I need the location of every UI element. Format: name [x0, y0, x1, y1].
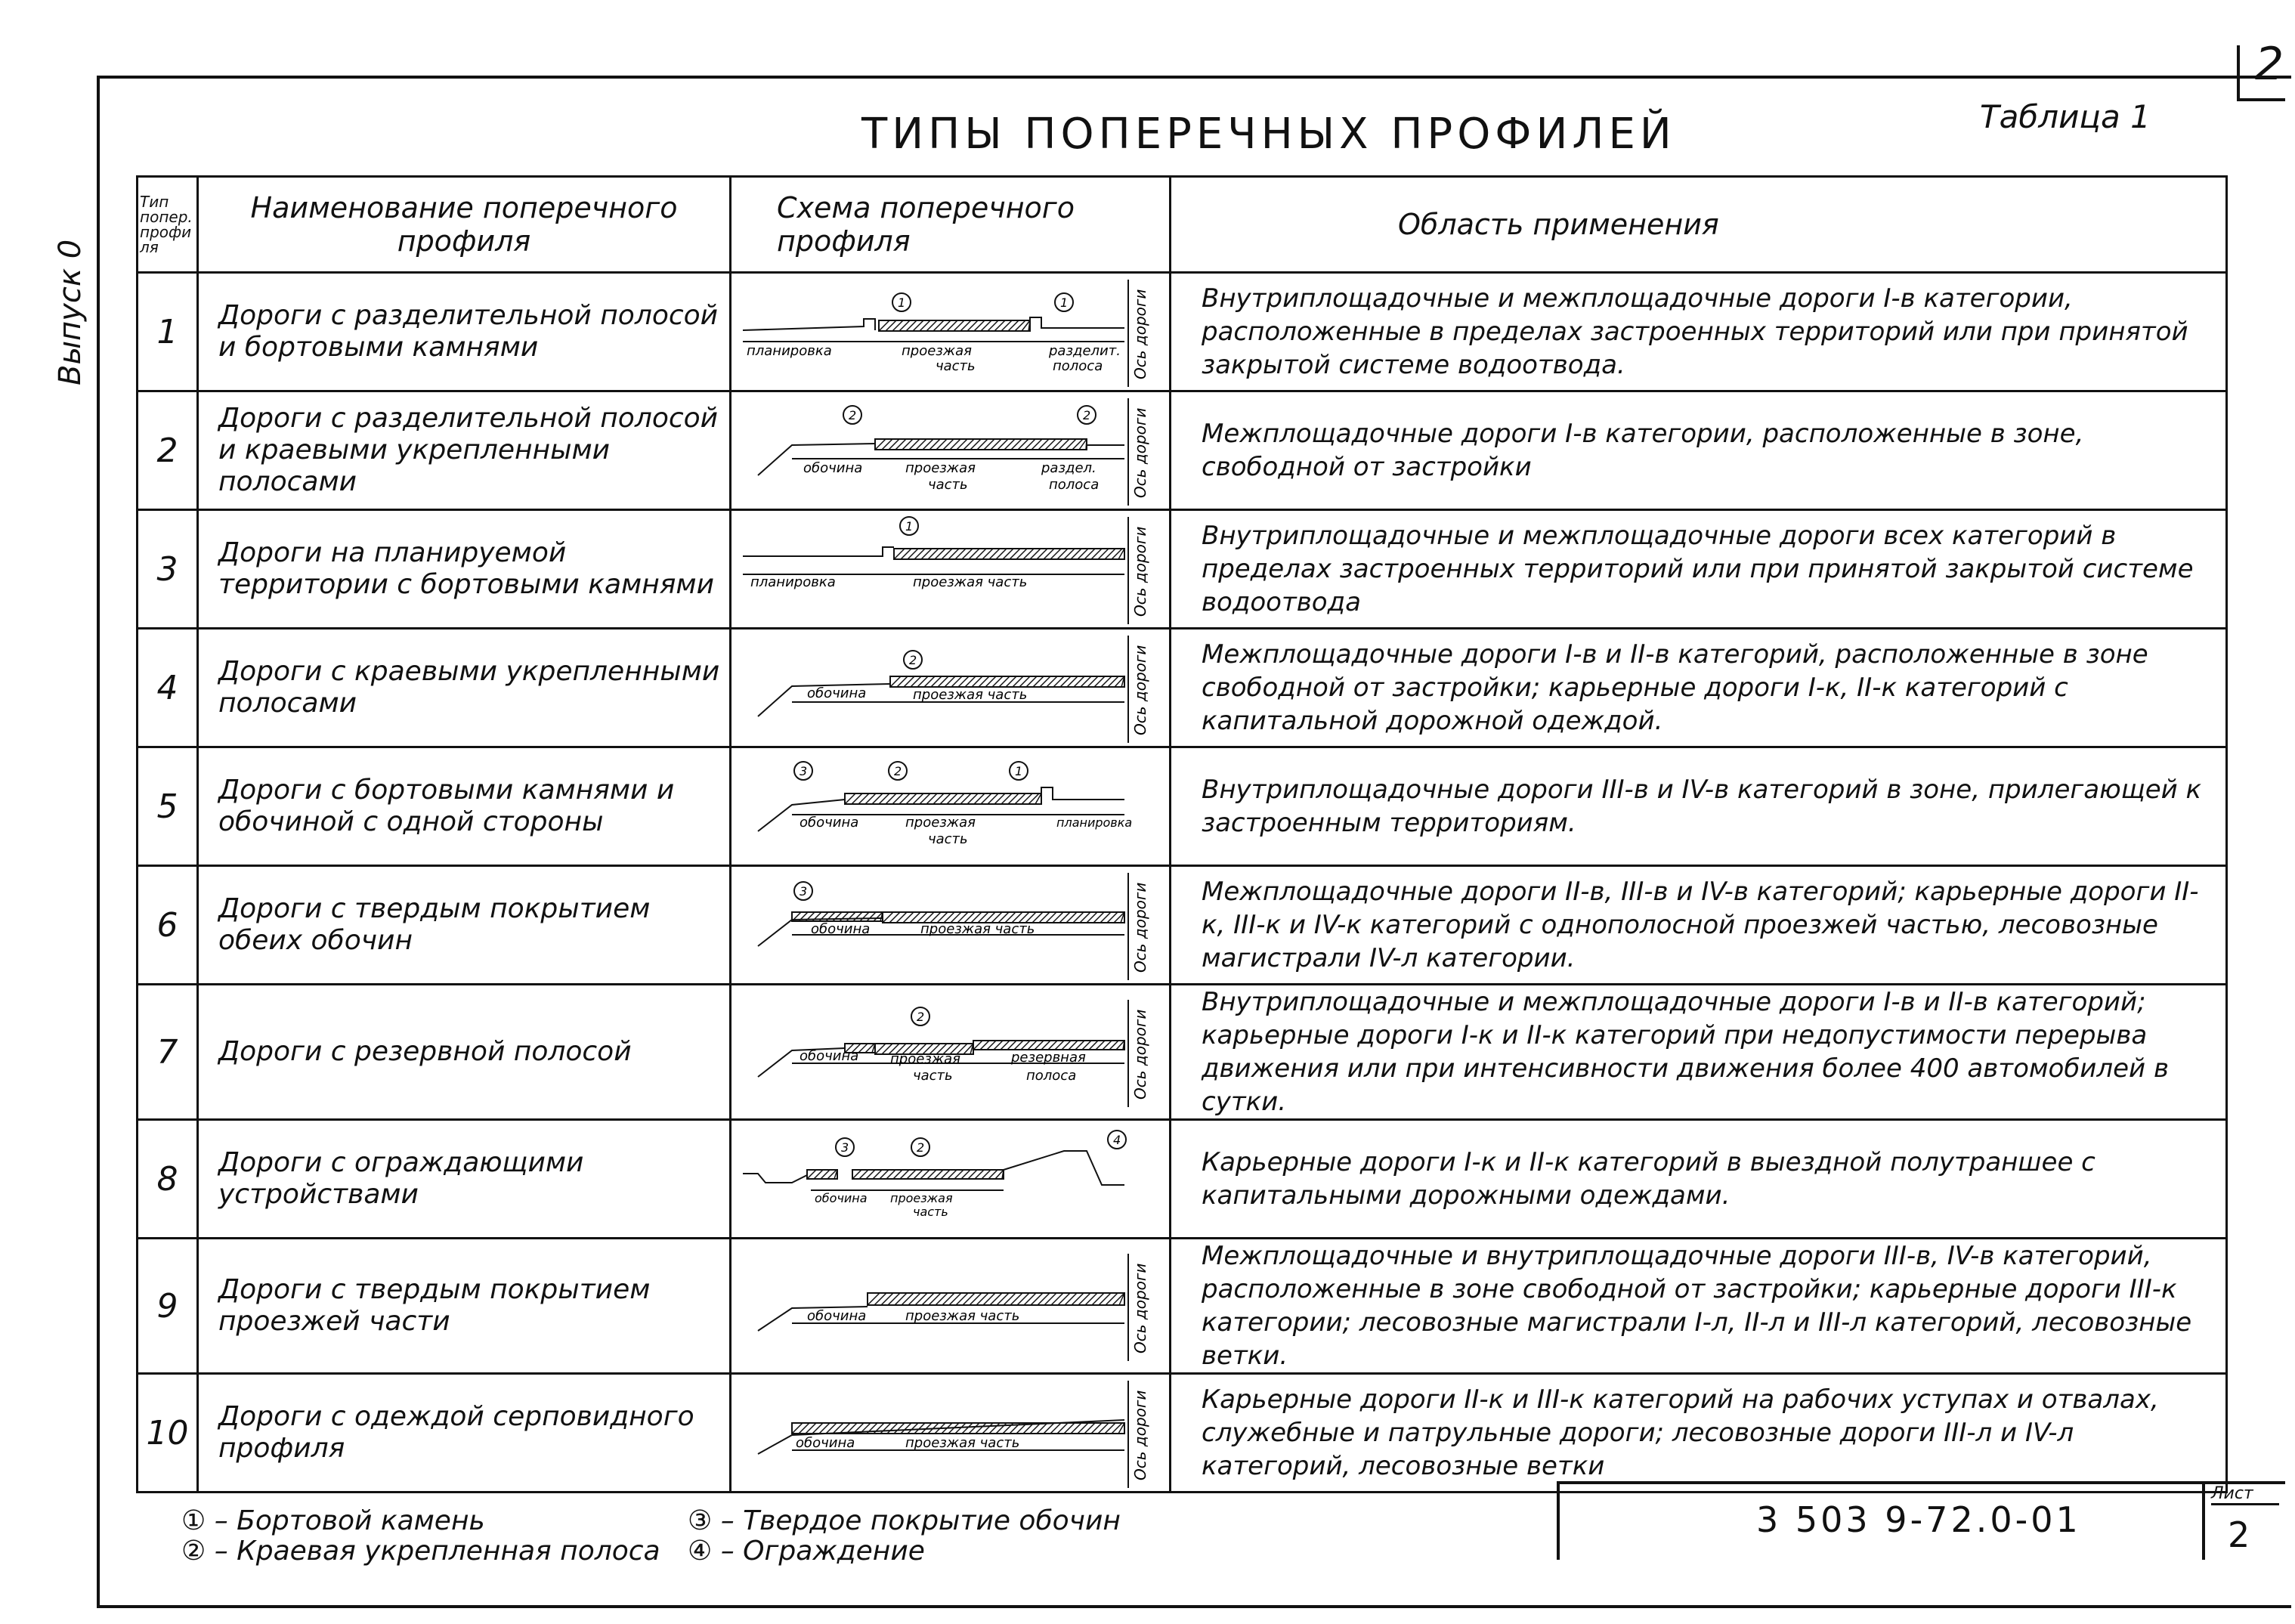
scheme-label: 1: [905, 519, 914, 534]
row-profile-name: Дороги с одеждой серповидного профиля: [198, 1374, 731, 1493]
table-row: [138, 1374, 2227, 1493]
scheme-label: проезжая: [905, 460, 976, 476]
row-profile-scheme: [731, 1120, 1171, 1239]
table-row: [138, 510, 2227, 629]
scheme-label: часть: [928, 477, 968, 493]
row-profile-scheme: [731, 391, 1171, 510]
scheme-label: проезжая: [902, 343, 972, 359]
scheme-label: проезжая: [905, 815, 976, 831]
row-type-number: 2: [138, 391, 198, 510]
scheme-label: 2: [917, 1010, 925, 1024]
page-title: ТИПЫ ПОПЕРЕЧНЫХ ПРОФИЛЕЙ: [861, 110, 1676, 159]
scheme-label: планировка: [1056, 815, 1133, 830]
document-code: 3 503 9-72.0-01: [1756, 1499, 2081, 1540]
scheme-label: Ось дороги: [1131, 526, 1149, 617]
scheme-label: 2: [1083, 408, 1091, 422]
table-row: [138, 747, 2227, 866]
row-type-number: 4: [138, 629, 198, 747]
scheme-label: 3: [800, 884, 808, 899]
scheme-label: проезжая часть: [905, 1308, 1020, 1324]
row-profile-scheme: [731, 1374, 1171, 1493]
row-type-number: 8: [138, 1120, 198, 1239]
header-type: Тип попер. профи ля: [138, 177, 198, 273]
profile-scheme-diagram: [731, 1121, 1167, 1237]
scheme-label: Ось дороги: [1131, 1009, 1149, 1100]
scheme-label: 1: [1060, 295, 1069, 310]
scheme-label: разделит.: [1049, 343, 1121, 359]
sheet-cell: [2202, 1484, 2285, 1560]
row-application-area: Карьерные дороги II-к и III-к категорий на рабочих уступах и отвалах, служебные и патрульные дороги; лесовозные дороги III-л и IV-л категорий, лесовозные ветки: [1171, 1374, 2227, 1493]
row-profile-scheme: [731, 866, 1171, 985]
row-profile-scheme: [731, 985, 1171, 1120]
scheme-label: Ось дороги: [1131, 882, 1149, 973]
header-name: Наименование поперечного профиля: [198, 177, 731, 273]
scheme-label: планировка: [747, 343, 832, 359]
row-application-area: Внутриплощадочные и межплощадочные дороги I-в категории, расположенные в пределах застроенных территорий или при принятой закрытой системе водоотвода.: [1171, 273, 2227, 391]
row-application-area: Межплощадочные дороги I-в категории, расположенные в зоне, свободной от застройки: [1171, 391, 2227, 510]
scheme-label: часть: [913, 1205, 948, 1219]
scheme-label: 1: [1015, 764, 1023, 778]
row-profile-name: Дороги с резервной полосой: [198, 985, 731, 1120]
scheme-label: проезжая часть: [913, 687, 1028, 703]
scheme-label: 3: [800, 764, 808, 778]
table-row: [138, 629, 2227, 747]
row-application-area: Внутриплощадочные и межплощадочные дороги всех категорий в пределах застроенных территорий или при принятой закрытой системе водоотвода: [1171, 510, 2227, 629]
row-type-number: 6: [138, 866, 198, 985]
scheme-label: резервная: [1011, 1050, 1086, 1066]
legend-item: ② – Краевая укрепленная полоса: [181, 1536, 660, 1567]
row-profile-scheme: [731, 747, 1171, 866]
scheme-label: часть: [936, 358, 976, 374]
scheme-label: обочина: [803, 460, 863, 476]
scheme-label: часть: [913, 1068, 953, 1084]
row-profile-scheme: [731, 273, 1171, 391]
table-row: [138, 985, 2227, 1120]
row-profile-name: Дороги с бортовыми камнями и обочиной с одной стороны: [198, 747, 731, 866]
profile-scheme-diagram: [731, 274, 1167, 390]
profiles-table: [136, 175, 2228, 1493]
row-profile-scheme: [731, 1239, 1171, 1374]
scheme-label: обочина: [807, 1308, 867, 1324]
row-application-area: Межплощадочные дороги II-в, III-в и IV-в категорий; карьерные дороги II-к, III-к и IV-к категорий с однополосной проезжей частью, лесовозные магистрали IV-л категории.: [1171, 866, 2227, 985]
scheme-label: 2: [917, 1140, 925, 1155]
sheet-label: Лист: [2211, 1484, 2279, 1505]
row-application-area: Межплощадочные дороги I-в и II-в категорий, расположенные в зоне свободной от застройки; карьерные дороги I-к, II-к категорий с капитальной дорожной одеждой.: [1171, 629, 2227, 747]
row-type-number: 1: [138, 273, 198, 391]
row-type-number: 10: [138, 1374, 198, 1493]
page-corner: 2: [2237, 45, 2285, 101]
title-block: [1557, 1481, 2285, 1560]
profile-scheme-diagram: [731, 392, 1167, 509]
table-row: [138, 273, 2227, 391]
profile-scheme-diagram: [731, 1375, 1167, 1491]
sheet-number: 2: [2228, 1514, 2250, 1555]
scheme-label: 3: [841, 1140, 849, 1155]
scheme-label: планировка: [750, 574, 836, 590]
scheme-label: 2: [849, 408, 857, 422]
scheme-label: 2: [909, 653, 917, 667]
scheme-label: раздел.: [1041, 460, 1096, 476]
row-profile-scheme: [731, 629, 1171, 747]
profile-scheme-diagram: [731, 867, 1167, 983]
scheme-label: часть: [928, 831, 968, 847]
row-profile-name: Дороги с разделительной полосой и краевыми укрепленными полосами: [198, 391, 731, 510]
row-application-area: Внутриплощадочные дороги III-в и IV-в категорий в зоне, прилегающей к застроенным территориям.: [1171, 747, 2227, 866]
scheme-label: обочина: [811, 921, 871, 937]
scheme-label: обочина: [796, 1435, 855, 1451]
scheme-label: обочина: [800, 1048, 859, 1064]
scheme-label: проезжая часть: [905, 1435, 1020, 1451]
scheme-label: 4: [1113, 1133, 1121, 1147]
row-profile-scheme: [731, 510, 1171, 629]
row-profile-name: Дороги с твердым покрытием обеих обочин: [198, 866, 731, 985]
header-area: Область применения: [1171, 177, 2227, 273]
side-label: Выпуск 0: [53, 239, 88, 385]
row-application-area: Межплощадочные и внутриплощадочные дороги III-в, IV-в категорий, расположенные в зоне свободной от застройки; карьерные дороги III-к категории; лесовозные магистрали I-л, II-л и III-л категорий, лесовозные ветки.: [1171, 1239, 2227, 1374]
profile-scheme-diagram: [731, 511, 1167, 627]
row-profile-name: Дороги с разделительной полосой и бортовыми камнями: [198, 273, 731, 391]
scheme-label: обочина: [807, 685, 867, 701]
scheme-label: 2: [894, 764, 902, 778]
row-application-area: Карьерные дороги I-к и II-к категорий в выездной полутраншее с капитальными дорожными одеждами.: [1171, 1120, 2227, 1239]
table-row: [138, 1239, 2227, 1374]
table-row: [138, 866, 2227, 985]
row-type-number: 5: [138, 747, 198, 866]
scheme-label: Ось дороги: [1131, 289, 1149, 379]
scheme-label: обочина: [800, 815, 859, 831]
row-type-number: 7: [138, 985, 198, 1120]
profile-scheme-diagram: [731, 748, 1167, 865]
scheme-label: Ось дороги: [1131, 645, 1149, 735]
row-profile-name: Дороги с твердым покрытием проезжей части: [198, 1239, 731, 1374]
profile-scheme-diagram: [731, 994, 1167, 1110]
scheme-label: Ось дороги: [1131, 407, 1149, 498]
scheme-label: проезжая: [890, 1051, 960, 1067]
row-profile-name: Дороги с краевыми укрепленными полосами: [198, 629, 731, 747]
row-profile-name: Дороги с ограждающими устройствами: [198, 1120, 731, 1239]
header-scheme: Схема поперечного профиля: [731, 177, 1171, 273]
scheme-label: полоса: [1026, 1068, 1077, 1084]
row-type-number: 3: [138, 510, 198, 629]
row-profile-name: Дороги на планируемой территории с бортовыми камнями: [198, 510, 731, 629]
table-header-row: [138, 177, 2227, 273]
legend-item: ③ – Твердое покрытие обочин: [688, 1505, 1121, 1536]
scheme-label: проезжая: [890, 1191, 953, 1205]
scheme-label: Ось дороги: [1131, 1263, 1149, 1353]
table-number: Таблица 1: [1980, 98, 2151, 135]
scheme-label: Ось дороги: [1131, 1390, 1149, 1480]
scheme-label: проезжая часть: [920, 921, 1035, 937]
row-application-area: Внутриплощадочные и межплощадочные дороги I-в и II-в категорий; карьерные дороги I-к и II-к категорий при недопустимости перерыва движения или при интенсивности движения более 400 автомобилей в сутки.: [1171, 985, 2227, 1120]
table-row: [138, 391, 2227, 510]
scheme-label: полоса: [1053, 358, 1103, 374]
table-row: [138, 1120, 2227, 1239]
scheme-label: 1: [898, 295, 906, 310]
row-type-number: 9: [138, 1239, 198, 1374]
scheme-label: полоса: [1049, 477, 1100, 493]
scheme-label: проезжая часть: [913, 574, 1028, 590]
scheme-label: обочина: [815, 1191, 868, 1205]
profile-scheme-diagram: [731, 629, 1167, 746]
legend-item: ① – Бортовой камень: [181, 1505, 485, 1536]
legend-item: ④ – Ограждение: [688, 1536, 925, 1567]
profile-scheme-diagram: [731, 1248, 1167, 1364]
